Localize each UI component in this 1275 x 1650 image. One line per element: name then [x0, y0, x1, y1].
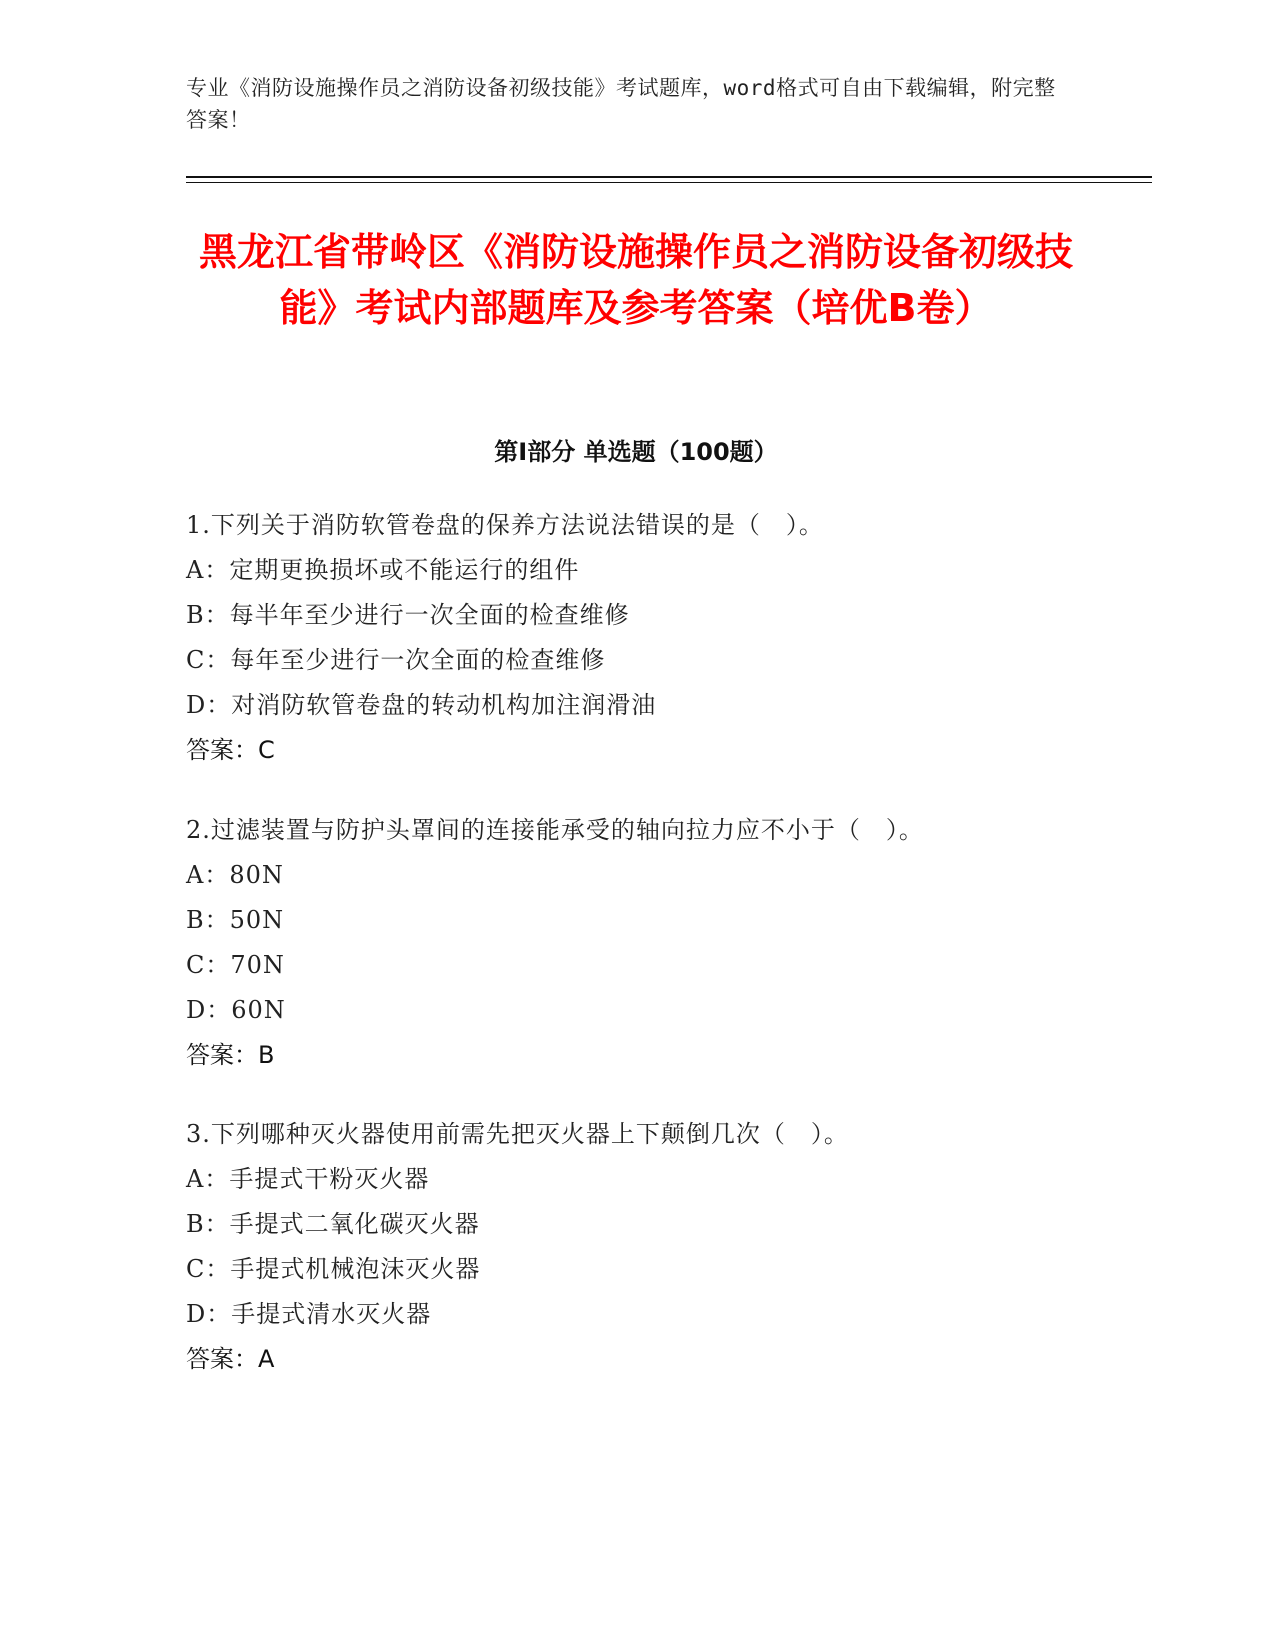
question-3 — [186, 1112, 1146, 1382]
option-c: C：手提式机械泡沫灭火器 — [186, 1255, 481, 1283]
option-b: B：50N — [186, 906, 285, 934]
option-b: B：手提式二氧化碳灭火器 — [186, 1210, 480, 1238]
answer-line: 答案：A — [186, 1345, 275, 1373]
question-stem: 1.下列关于消防软管卷盘的保养方法说法错误的是（ ）。 — [186, 511, 824, 539]
option-a: A：定期更换损坏或不能运行的组件 — [186, 556, 580, 584]
option-a: A：80N — [186, 861, 284, 889]
option-b: B：每半年至少进行一次全面的检查维修 — [186, 601, 630, 629]
header-divider-thick — [186, 176, 1152, 178]
question-stem: 2.过滤装置与防护头罩间的连接能承受的轴向拉力应不小于（ ）。 — [186, 816, 924, 844]
option-d: D：手提式清水灭火器 — [186, 1300, 432, 1328]
header-divider-thin — [186, 182, 1152, 183]
section-heading: 第I部分 单选题（100题） — [494, 438, 778, 466]
option-c: C：每年至少进行一次全面的检查维修 — [186, 646, 606, 674]
document-title: 黑龙江省带岭区《消防设施操作员之消防设备初级技能》考试内部题库及参考答案（培优B卷） — [198, 230, 1073, 330]
question-stem: 3.下列哪种灭火器使用前需先把灭火器上下颠倒几次（ ）。 — [186, 1120, 849, 1148]
answer-line: 答案：B — [186, 1041, 275, 1069]
question-2 — [186, 808, 1146, 1078]
option-d: D：60N — [186, 996, 286, 1024]
answer-line: 答案：C — [186, 736, 275, 764]
question-1 — [186, 503, 1146, 773]
document-header-note: 专业《消防设施操作员之消防设备初级技能》考试题库，word格式可自由下载编辑，附完整答案！ — [186, 76, 1056, 132]
option-d: D：对消防软管卷盘的转动机构加注润滑油 — [186, 691, 657, 719]
option-c: C：70N — [186, 951, 285, 979]
option-a: A：手提式干粉灭火器 — [186, 1165, 430, 1193]
